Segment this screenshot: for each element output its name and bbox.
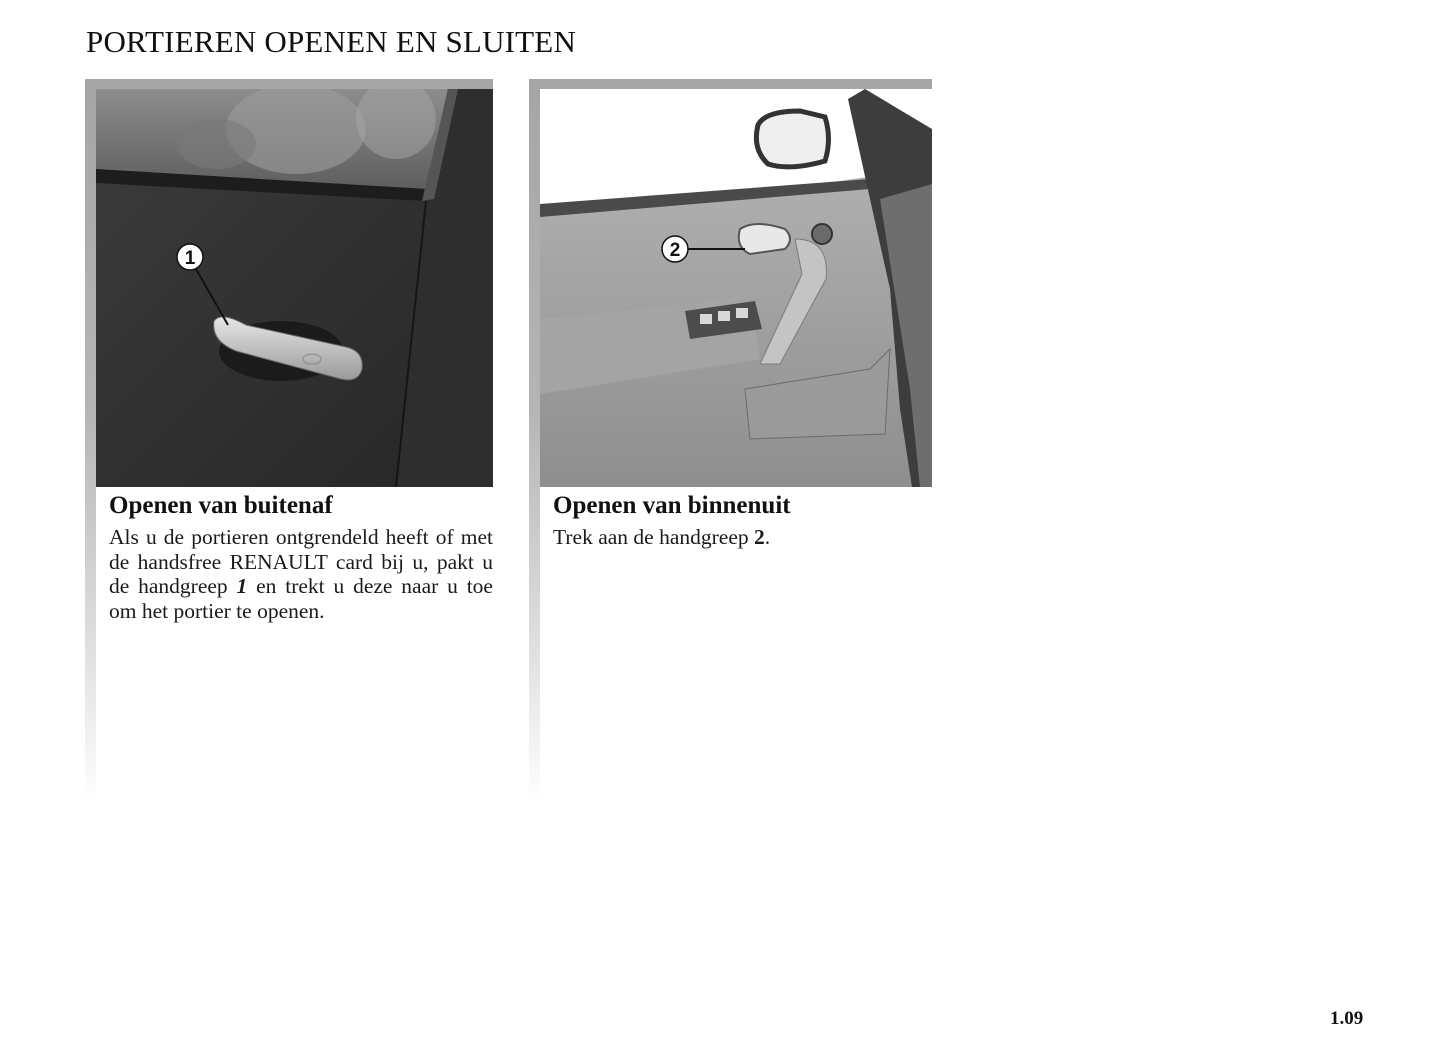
section-body-outside: Als u de portieren ontgrendeld heeft of met de handsfree RENAULT card bij u, pakt u de handgreep 1 en trekt u deze naar u toe om het portier te openen. [109, 525, 493, 623]
page-number: 1.09 [1330, 1008, 1364, 1029]
section-body-inside: Trek aan de handgreep 2. [553, 525, 771, 549]
callout-reference-2: 2 [754, 525, 765, 549]
inside-text-block [553, 491, 932, 550]
callout-reference-1: 1 [236, 574, 248, 598]
section-outside-opening [85, 79, 493, 804]
frame-side-bar [529, 89, 540, 804]
section-inside-opening [529, 79, 932, 804]
interior-door-handle-photo [540, 89, 932, 487]
frame-side-bar [85, 89, 96, 804]
frame-top-bar [85, 79, 493, 89]
section-heading-outside: Openen van buitenaf [109, 492, 333, 519]
interior-door-handle-illustration [540, 89, 932, 487]
callout-label-2: 2 [669, 240, 681, 261]
exterior-door-handle-photo [96, 89, 493, 487]
outside-text-block [109, 491, 493, 623]
callout-label-1: 1 [184, 248, 196, 269]
exterior-door-handle-illustration [96, 89, 493, 487]
section-heading-inside: Openen van binnenuit [553, 492, 791, 519]
page-title: PORTIEREN OPENEN EN SLUITEN [86, 24, 577, 59]
frame-top-bar [529, 79, 932, 89]
